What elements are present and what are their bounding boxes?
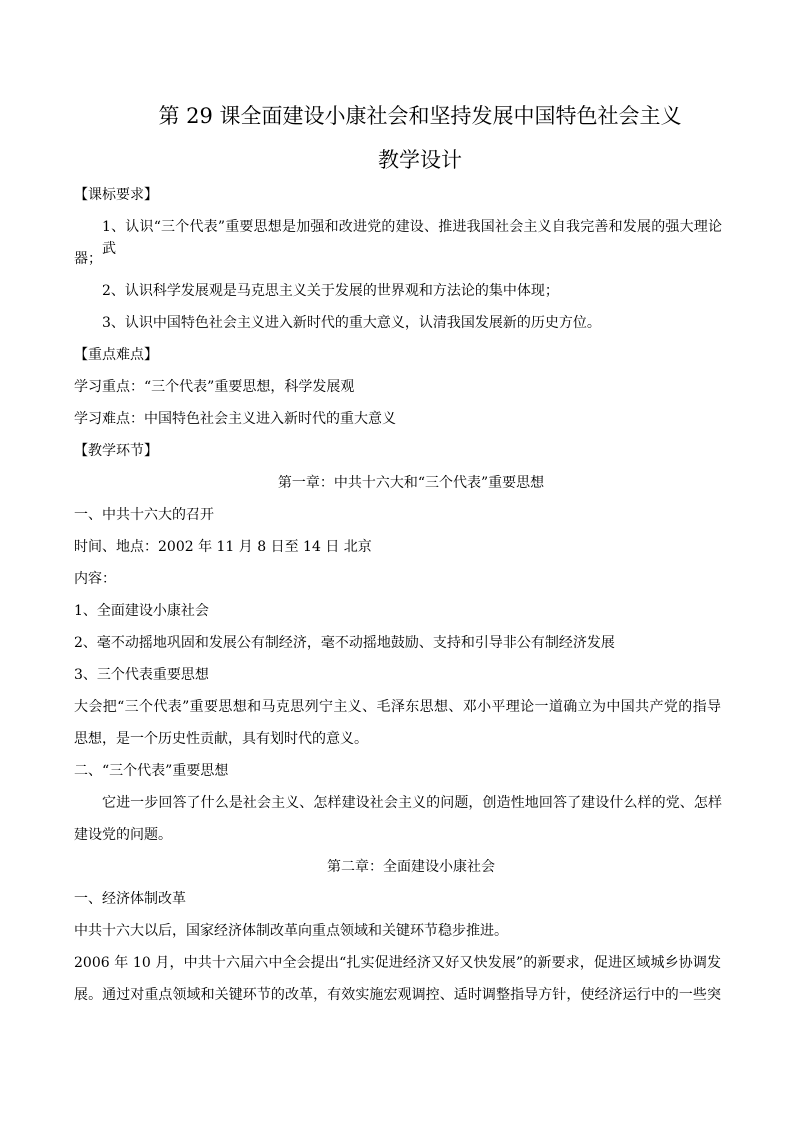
paragraph-line: 学习重点：“三个代表”重要思想，科学发展观 xyxy=(74,379,355,395)
subheading: 一、中共十六大的召开 xyxy=(74,507,214,523)
paragraph-line: 1、全面建设小康社会 xyxy=(74,603,209,619)
paragraph-line: 它进一步回答了什么是社会主义、怎样建设社会主义的问题，创造性地回答了建设什么样的党、怎样 xyxy=(102,795,722,811)
paragraph-line: 时间、地点：2002 年 11 月 8 日至 14 日 北京 xyxy=(74,539,372,555)
subheading: 一、经济体制改革 xyxy=(74,891,186,907)
paragraph-line: 3、认识中国特色社会主义进入新时代的重大意义，认清我国发展新的历史方位。 xyxy=(102,315,601,331)
paragraph-line: 内容： xyxy=(74,571,116,587)
subheading: 二、“三个代表”重要思想 xyxy=(74,763,229,779)
section-heading-teaching: 【教学环节】 xyxy=(74,443,158,459)
paragraph-line: 思想，是一个历史性贡献，具有划时代的意义。 xyxy=(74,731,368,747)
paragraph-line: 中共十六大以后，国家经济体制改革向重点领域和关键环节稳步推进。 xyxy=(74,923,508,939)
paragraph-line: 3、三个代表重要思想 xyxy=(74,667,209,683)
section-heading-curriculum: 【课标要求】 xyxy=(74,187,158,203)
paragraph-line: 1、认识“三个代表”重要思想是加强和改进党的建设、推进我国社会主义自我完善和发展的强大理论武 xyxy=(102,219,722,257)
paragraph-line: 学习难点：中国特色社会主义进入新时代的重大意义 xyxy=(74,411,396,427)
paragraph-line: 建设党的问题。 xyxy=(74,827,172,843)
paragraph-line: 2006 年 10 月，中共十六届六中全会提出“扎实促进经济又好又快发展”的新要求，促进区域城乡协调发 xyxy=(74,955,721,971)
chapter-heading-2: 第二章：全面建设小康社会 xyxy=(327,859,495,875)
paragraph-line: 大会把“三个代表”重要思想和马克思列宁主义、毛泽东思想、邓小平理论一道确立为中国共产党的指导 xyxy=(74,699,721,715)
paragraph-line: 2、认识科学发展观是马克思主义关于发展的世界观和方法论的集中体现； xyxy=(102,283,559,299)
section-heading-key-points: 【重点难点】 xyxy=(74,347,158,363)
paragraph-line: 器； xyxy=(74,251,102,267)
paragraph-line: 展。通过对重点领域和关键环节的改革，有效实施宏观调控、适时调整指导方针，使经济运行中的一些突 xyxy=(74,987,721,1003)
chapter-heading-1: 第一章：中共十六大和“三个代表”重要思想 xyxy=(277,475,545,491)
document-title: 第 29 课全面建设小康社会和坚持发展中国特色社会主义 xyxy=(158,104,682,128)
document-subtitle: 教学设计 xyxy=(378,148,462,172)
paragraph-line: 2、毫不动摇地巩固和发展公有制经济，毫不动摇地鼓励、支持和引导非公有制经济发展 xyxy=(74,635,615,651)
